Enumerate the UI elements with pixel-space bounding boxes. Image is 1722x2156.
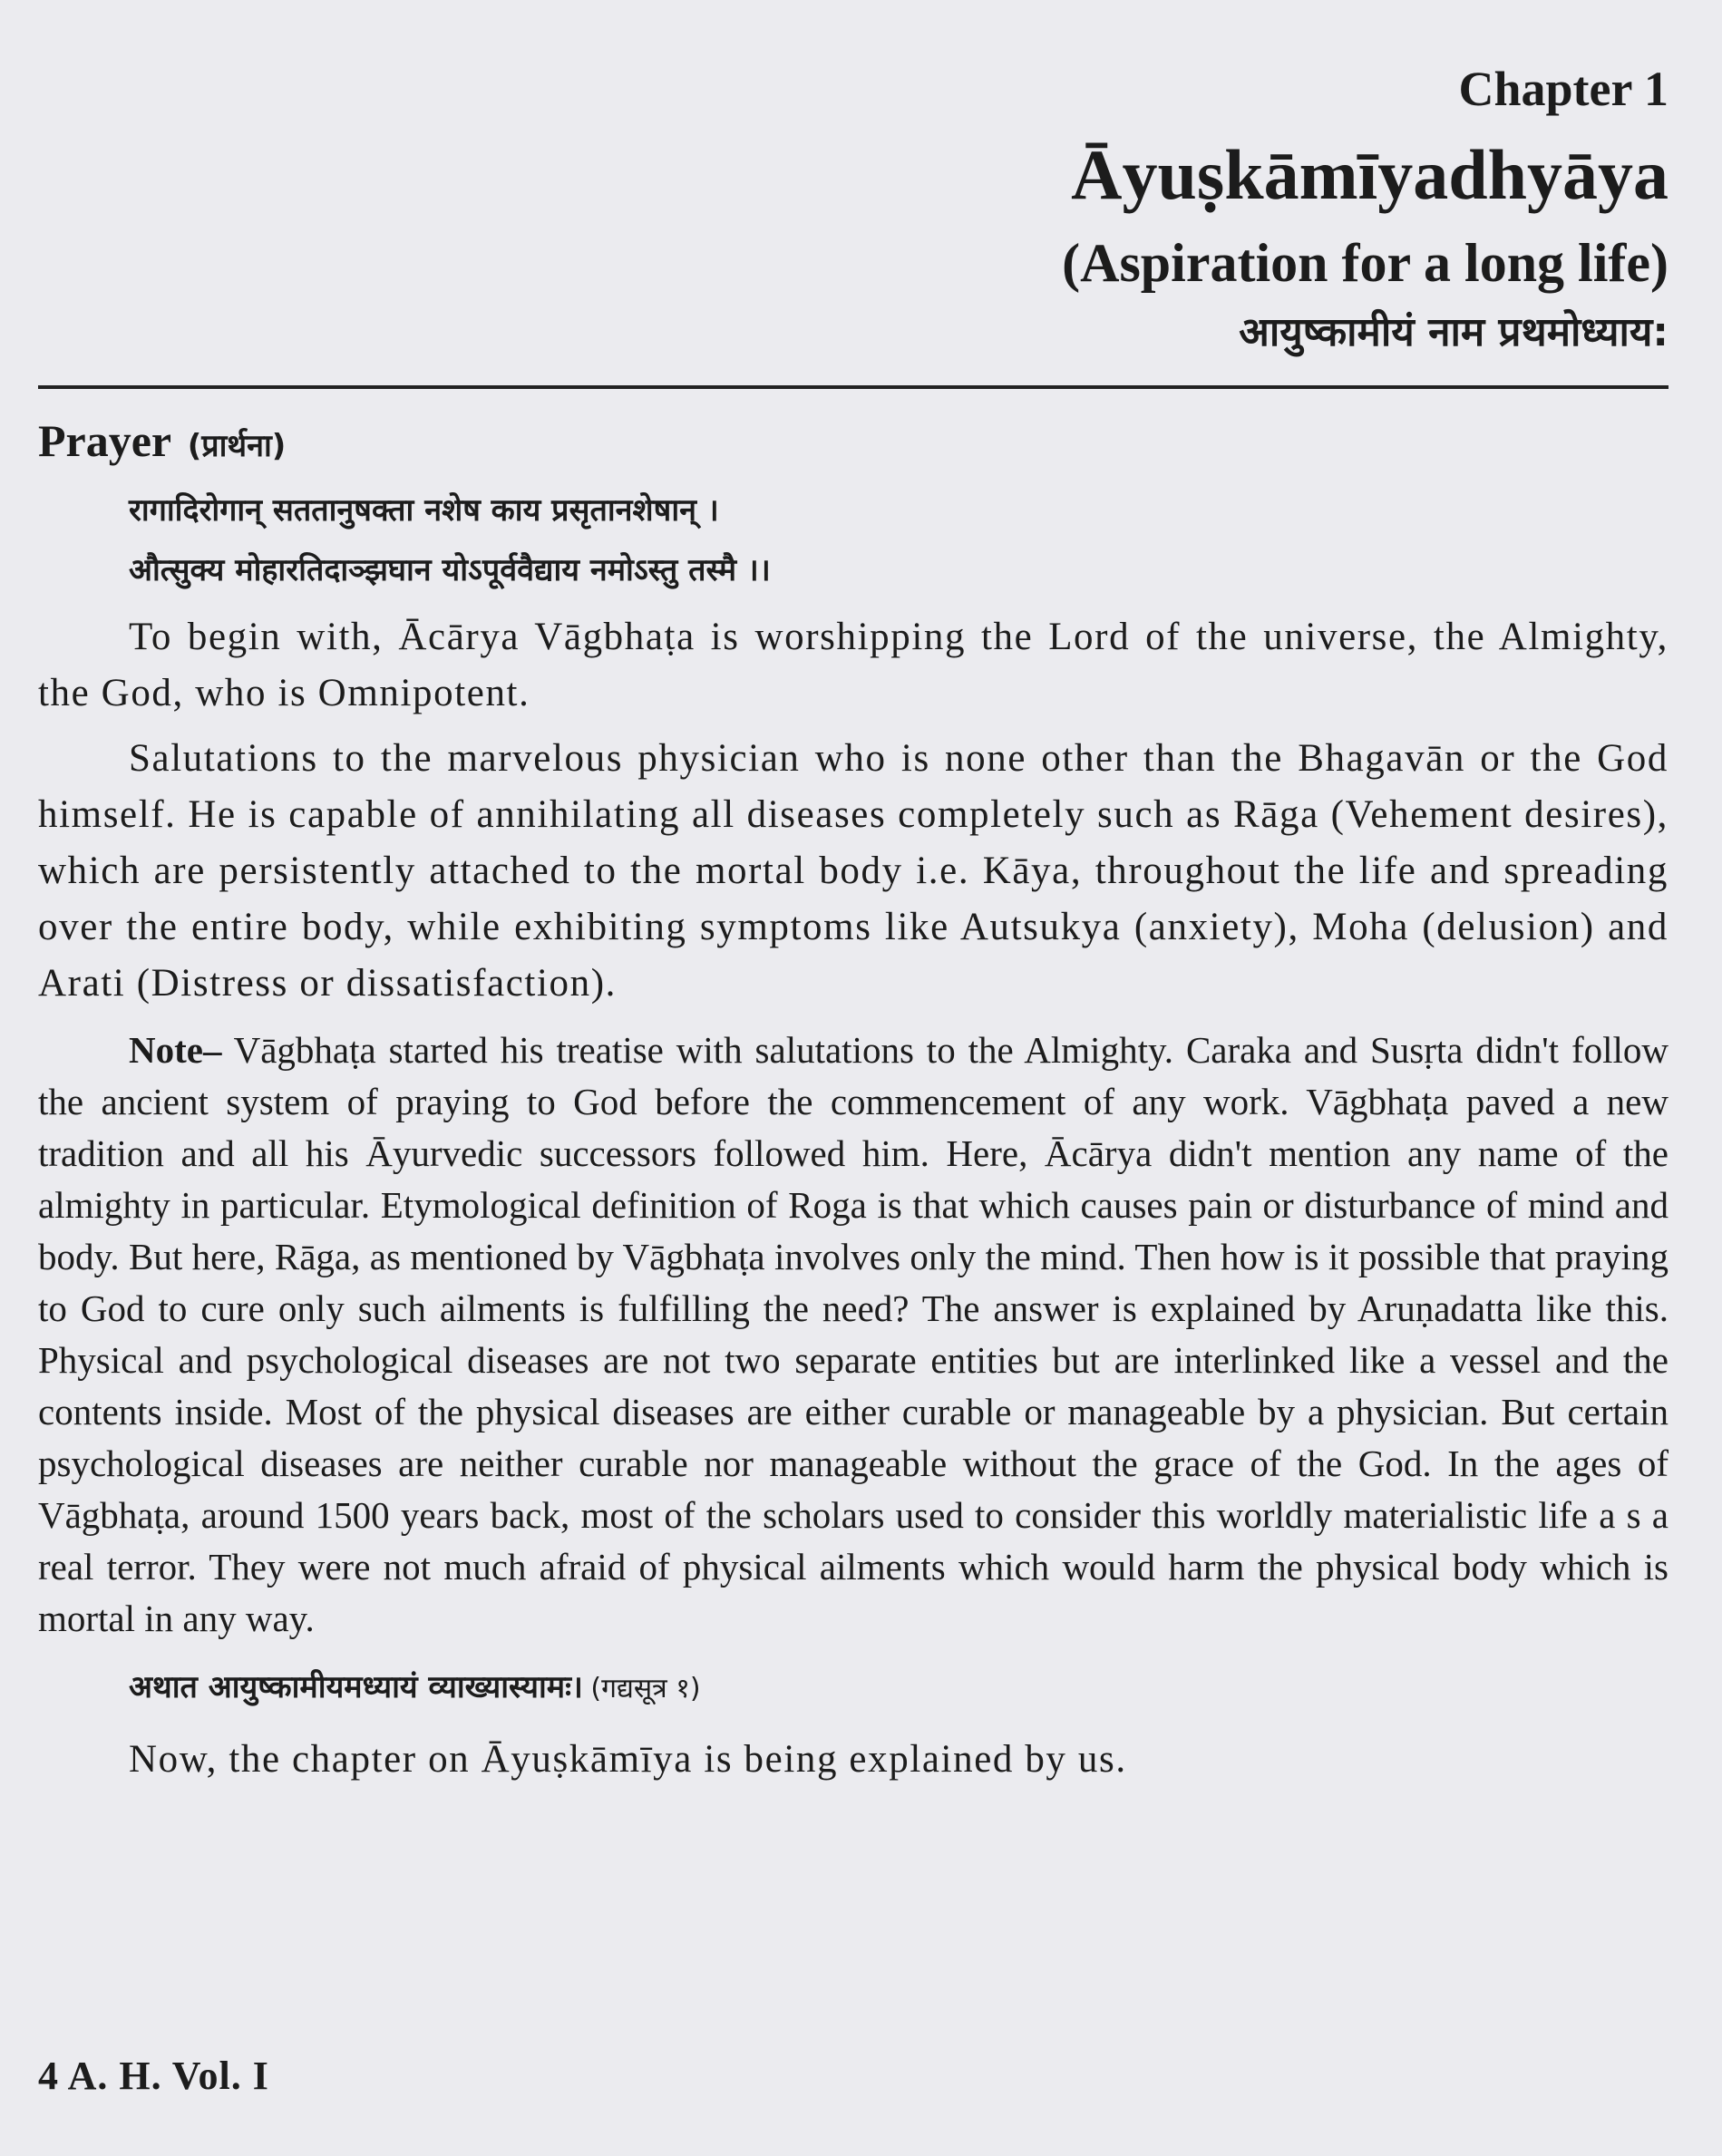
prayer-verse-line: औत्सुक्य मोहारतिदाञ्झघान योऽपूर्ववैद्याय नमोऽस्तु तस्मै ।। xyxy=(129,552,771,588)
book-page xyxy=(38,0,1668,2156)
sutra-reference: (गद्यसूत्र १) xyxy=(590,1673,701,1704)
sutra-line xyxy=(129,1654,1668,1723)
note-label: Note– xyxy=(129,1029,222,1071)
paragraph: Salutations to the marvelous physician who is none other than the Bhagavān or the God himself. He is capable of annihilating all diseases completely such as Rāga (Vehement desires), which are persistently attached to the mortal body i.e. Kāya, throughout the life and spreading over the entire body, while exhibiting symptoms like Autsukya (anxiety), Moha (delusion) and Arati (Distress or dissatisfaction). xyxy=(38,737,1668,1005)
prayer-heading-devanagari: (प्रार्थना) xyxy=(187,428,287,464)
header-divider xyxy=(38,385,1668,389)
chapter-subtitle: (Aspiration for a long life) xyxy=(1062,233,1668,293)
prayer-verse-line: रागादिरोगान् सततानुषक्ता नशेष काय प्रसृतानशेषान् । xyxy=(129,492,719,529)
page-footer: 4 A. H. Vol. I xyxy=(38,2054,269,2098)
chapter-body xyxy=(38,406,1668,1788)
chapter-title-devanagari: आयुष्कामीयं नाम प्रथमोध्याय: xyxy=(1239,309,1668,355)
prayer-heading-label: Prayer xyxy=(38,415,171,466)
closing-paragraph: Now, the chapter on Āyuṣkāmīya is being explained by us. xyxy=(129,1738,1127,1781)
prayer-heading xyxy=(38,406,1668,481)
paragraph: To begin with, Ācārya Vāgbhaṭa is worshipping the Lord of the universe, the Almighty, the God, who is Omnipotent. xyxy=(38,616,1668,714)
chapter-number: Chapter 1 xyxy=(1458,62,1668,116)
note-text: Vāgbhaṭa started his treatise with salutations to the Almighty. Caraka and Susṛta didn't follow the ancient system of praying to God before the commencement of any work. Vāgbhaṭa paved a new tradition and all his Āyurvedic successors followed him. Here, Ācārya didn't mention any name of the almighty in particular. Etymological definition of Roga is that which causes pain or disturbance of mind and body. But here, Rāga, as mentioned by Vāgbhaṭa involves only the mind. Then how is it possible that praying to God to cure only such ailments is fulfilling the need? The answer is explained by Aruṇadatta like this. Physical and psychological diseases are not two separate entities but are interlinked like a vessel and the contents inside. Most of the physical diseases are either curable or manageable by a physician. But certain psychological diseases are neither curable nor manageable without the grace of the God. In the ages of Vāgbhaṭa, around 1500 years back, most of the scholars used to consider this worldly materialistic life a s a real terror. They were not much afraid of physical ailments which would harm the physical body which is mortal in any way. xyxy=(38,1029,1668,1639)
note-paragraph xyxy=(38,1025,1668,1645)
chapter-header xyxy=(1062,53,1668,364)
sutra-devanagari: अथात आयुष्कामीयमध्यायं व्याख्यास्यामः। xyxy=(129,1669,583,1705)
chapter-title: Āyuṣkāmīyadhyāya xyxy=(1071,135,1668,214)
